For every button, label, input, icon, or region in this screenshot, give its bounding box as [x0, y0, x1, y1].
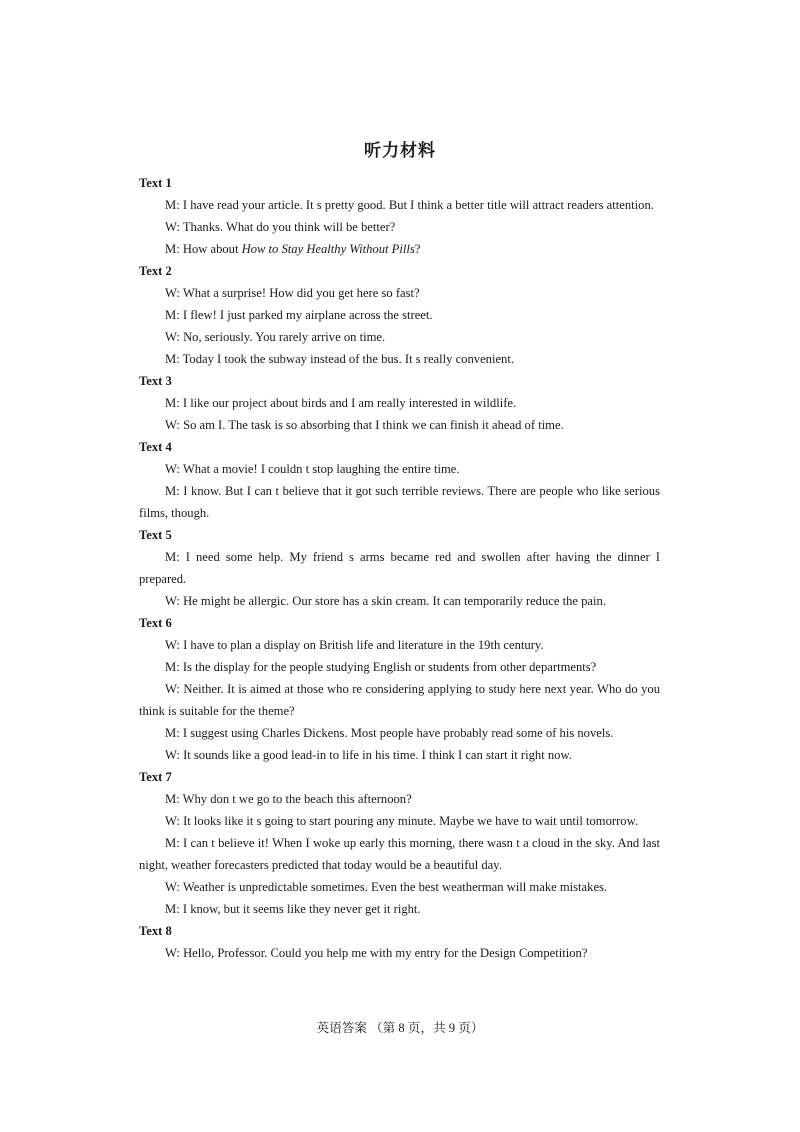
dialogue-line: [139, 656, 660, 678]
dialogue-line: [139, 348, 660, 370]
dialogue-text: M: I can t believe it! When I woke up early this morning, there wasn t a cloud in the sky. And last night, weather forecasters predicted that today would be a beautiful day.: [139, 836, 660, 872]
dialogue-text: M: I flew! I just parked my airplane across the street.: [165, 308, 433, 322]
dialogue-line: [139, 282, 660, 304]
dialogue-line: [139, 722, 660, 744]
dialogue-text: M: Why don t we go to the beach this afternoon?: [165, 792, 412, 806]
dialogue-text: M: I have read your article. It s pretty good. But I think a better title will attract readers attention.: [165, 198, 654, 212]
dialogue-line: [139, 744, 660, 766]
section-heading: Text 2: [139, 264, 172, 278]
page-footer: 英语答案 （第 8 页，共 9 页）: [316, 1021, 484, 1035]
dialogue-line: [139, 216, 660, 238]
dialogue-text: M: I like our project about birds and I am really interested in wildlife.: [165, 396, 517, 410]
dialogue-text: ?: [414, 242, 421, 256]
section-heading: Text 6: [139, 616, 172, 630]
section-heading: Text 5: [139, 528, 172, 542]
dialogue-text: W: No, seriously. You rarely arrive on time.: [165, 330, 386, 344]
dialogue-text: M: I suggest using Charles Dickens. Most people have probably read some of his novels.: [165, 726, 614, 740]
dialogue-line: [139, 832, 660, 876]
dialogue-line: [139, 546, 660, 590]
dialogue-text: M: Today I took the subway instead of the bus. It s really convenient.: [165, 352, 514, 366]
dialogue-text: W: It looks like it s going to start pouring any minute. Maybe we have to wait until tomorrow.: [165, 814, 639, 828]
dialogue-line: [139, 876, 660, 898]
dialogue-text: W: He might be allergic. Our store has a skin cream. It can temporarily reduce the pain.: [165, 594, 606, 608]
dialogue-line: [139, 590, 660, 612]
page-title: 听力材料: [364, 141, 436, 160]
dialogue-text: M: I know, but it seems like they never get it right.: [165, 902, 421, 916]
dialogue-text: W: Hello, Professor. Could you help me with my entry for the Design Competition?: [165, 946, 588, 960]
dialogue-text: M: I need some help. My friend s arms became red and swollen after having the dinner I prepared.: [139, 550, 660, 586]
dialogue-line: [139, 392, 660, 414]
dialogue-line: [139, 810, 660, 832]
transcript-body: [139, 172, 660, 964]
dialogue-line: [139, 942, 660, 964]
dialogue-line: [139, 304, 660, 326]
dialogue-text: M: Is the display for the people studying English or students from other departments?: [165, 660, 597, 674]
dialogue-line: [139, 480, 660, 524]
dialogue-line: [139, 414, 660, 436]
dialogue-text: W: Neither. It is aimed at those who re considering applying to study here next year. Who do you think is suitable for the theme?: [139, 682, 660, 718]
dialogue-line: [139, 238, 660, 260]
dialogue-line: [139, 788, 660, 810]
dialogue-text: M: How about: [165, 242, 242, 256]
dialogue-line: [139, 458, 660, 480]
italic-title: How to Stay Healthy Without Pills: [241, 242, 415, 256]
dialogue-line: [139, 194, 660, 216]
dialogue-line: [139, 678, 660, 722]
dialogue-line: [139, 326, 660, 348]
section-heading: Text 1: [139, 176, 172, 190]
section-heading: Text 8: [139, 924, 172, 938]
dialogue-text: M: I know. But I can t believe that it got such terrible reviews. There are people who like serious films, though.: [139, 484, 660, 520]
dialogue-line: [139, 898, 660, 920]
dialogue-line: [139, 634, 660, 656]
dialogue-text: W: What a surprise! How did you get here so fast?: [165, 286, 420, 300]
dialogue-text: W: Weather is unpredictable sometimes. Even the best weatherman will make mistakes.: [165, 880, 608, 894]
section-heading: Text 4: [139, 440, 172, 454]
dialogue-text: W: I have to plan a display on British life and literature in the 19th century.: [165, 638, 544, 652]
section-heading: Text 7: [139, 770, 172, 784]
dialogue-text: W: So am I. The task is so absorbing that I think we can finish it ahead of time.: [165, 418, 564, 432]
section-heading: Text 3: [139, 374, 172, 388]
dialogue-text: W: What a movie! I couldn t stop laughing the entire time.: [165, 462, 460, 476]
dialogue-text: W: Thanks. What do you think will be better?: [165, 220, 396, 234]
dialogue-text: W: It sounds like a good lead-in to life in his time. I think I can start it right now.: [165, 748, 572, 762]
